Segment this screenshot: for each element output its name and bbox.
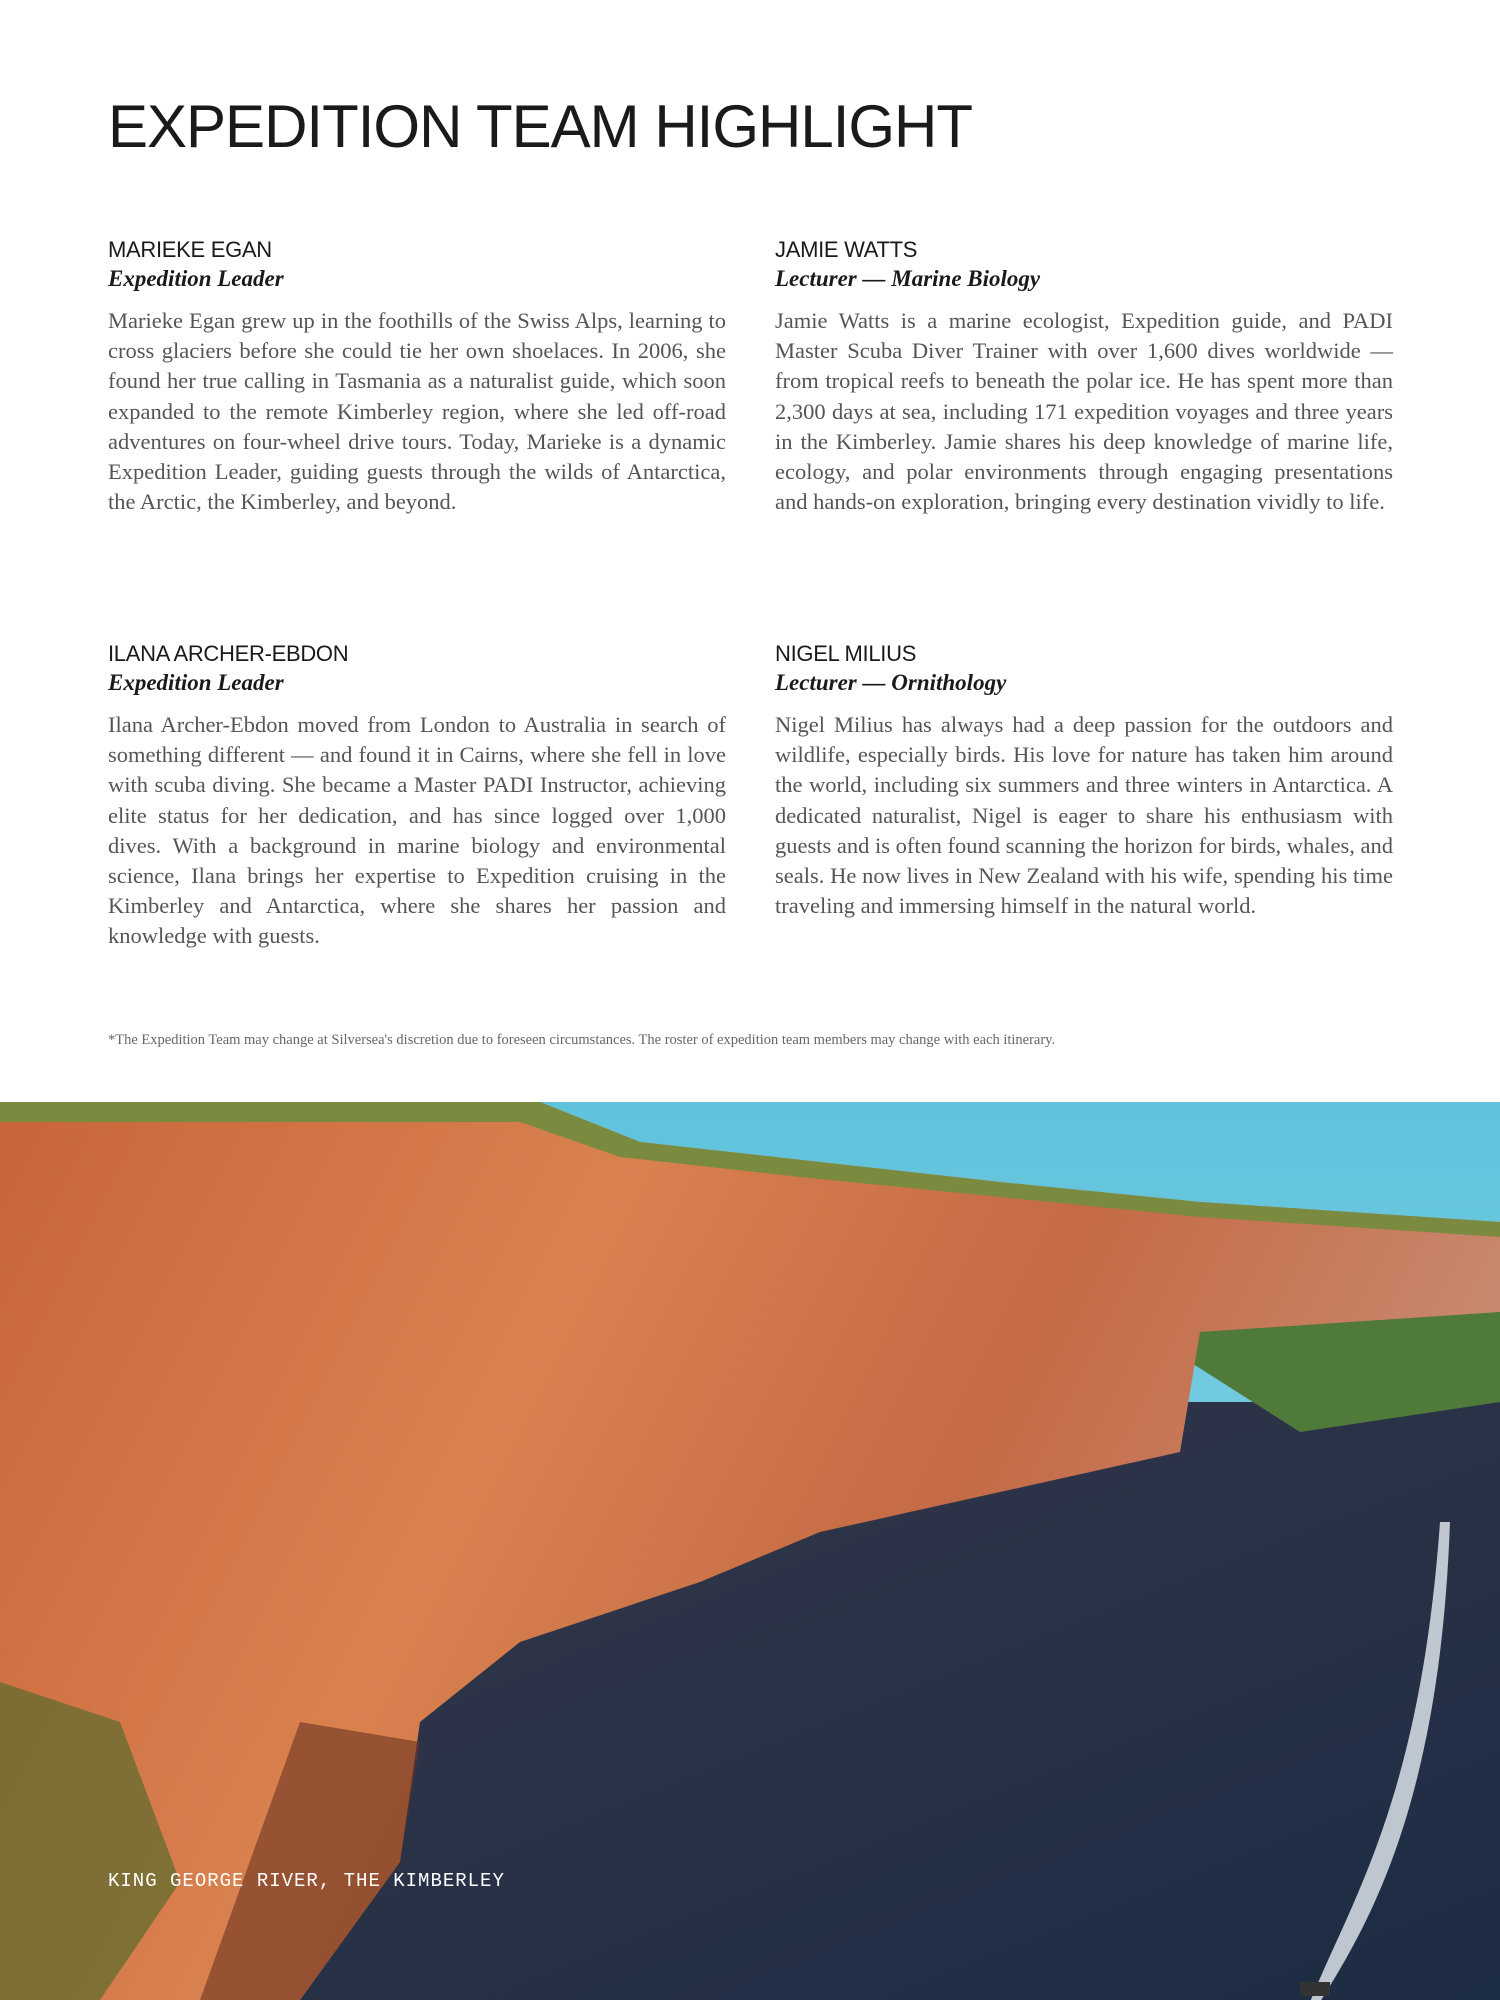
team-member-ilana	[108, 640, 726, 952]
member-bio: Nigel Milius has always had a deep passion for the outdoors and wildlife, especially birds. His love for nature has taken him around the world, including six summers and three winters in Antarctica. A dedicated naturalist, Nigel is eager to share his enthusiasm with guests and is often found scanning the horizon for birds, whales, and seals. He now lives in New Zealand with his wife, spending his time traveling and immersing himself in the natural world.	[775, 712, 1393, 919]
member-role: Expedition Leader	[108, 266, 284, 291]
member-role: Expedition Leader	[108, 670, 284, 695]
member-role: Lecturer — Ornithology	[775, 670, 1007, 695]
member-name: NIGEL MILIUS	[775, 641, 917, 666]
footnote: *The Expedition Team may change at Silversea's discretion due to foreseen circumstances. The roster of expedition team members may change with each itinerary.	[108, 1032, 1056, 1048]
team-member-jamie	[775, 236, 1393, 517]
photo-caption: KING GEORGE RIVER, THE KIMBERLEY	[108, 1870, 505, 1892]
page-title: EXPEDITION TEAM HIGHLIGHT	[108, 93, 973, 160]
member-name: ILANA ARCHER-EBDON	[108, 641, 349, 666]
member-name: JAMIE WATTS	[775, 237, 918, 262]
member-name: MARIEKE EGAN	[108, 237, 272, 262]
member-bio: Jamie Watts is a marine ecologist, Expedition guide, and PADI Master Scuba Diver Trainer with over 1,600 dives worldwide — from tropical reefs to beneath the polar ice. He has spent more than 2,300 days at sea, including 171 expedition voyages and three years in the Kimberley. Jamie shares his deep knowledge of marine life, ecology, and polar environments through engaging presentations and hands-on exploration, bringing every destination vividly to life.	[775, 308, 1393, 515]
team-member-marieke	[108, 236, 726, 517]
member-bio: Marieke Egan grew up in the foothills of the Swiss Alps, learning to cross glaciers before she could tie her own shoelaces. In 2006, she found her true calling in Tasmania as a naturalist guide, which soon expanded to the remote Kimberley region, where she led off-road adventures on four-wheel drive tours. Today, Marieke is a dynamic Expedition Leader, guiding guests through the wilds of Antarctica, the Arctic, the Kimberley, and beyond.	[108, 308, 726, 515]
kimberley-photo	[0, 1102, 1500, 2000]
member-role: Lecturer — Marine Biology	[775, 266, 1041, 291]
team-member-nigel	[775, 640, 1393, 921]
member-bio: Ilana Archer-Ebdon moved from London to Australia in search of something different — and found it in Cairns, where she fell in love with scuba diving. She became a Master PADI Instructor, achieving elite status for her dedication, and has since logged over 1,000 dives. With a background in marine biology and environmental science, Ilana brings her expertise to Expedition cruising in the Kimberley and Antarctica, where she shares her passion and knowledge with guests.	[108, 712, 726, 949]
